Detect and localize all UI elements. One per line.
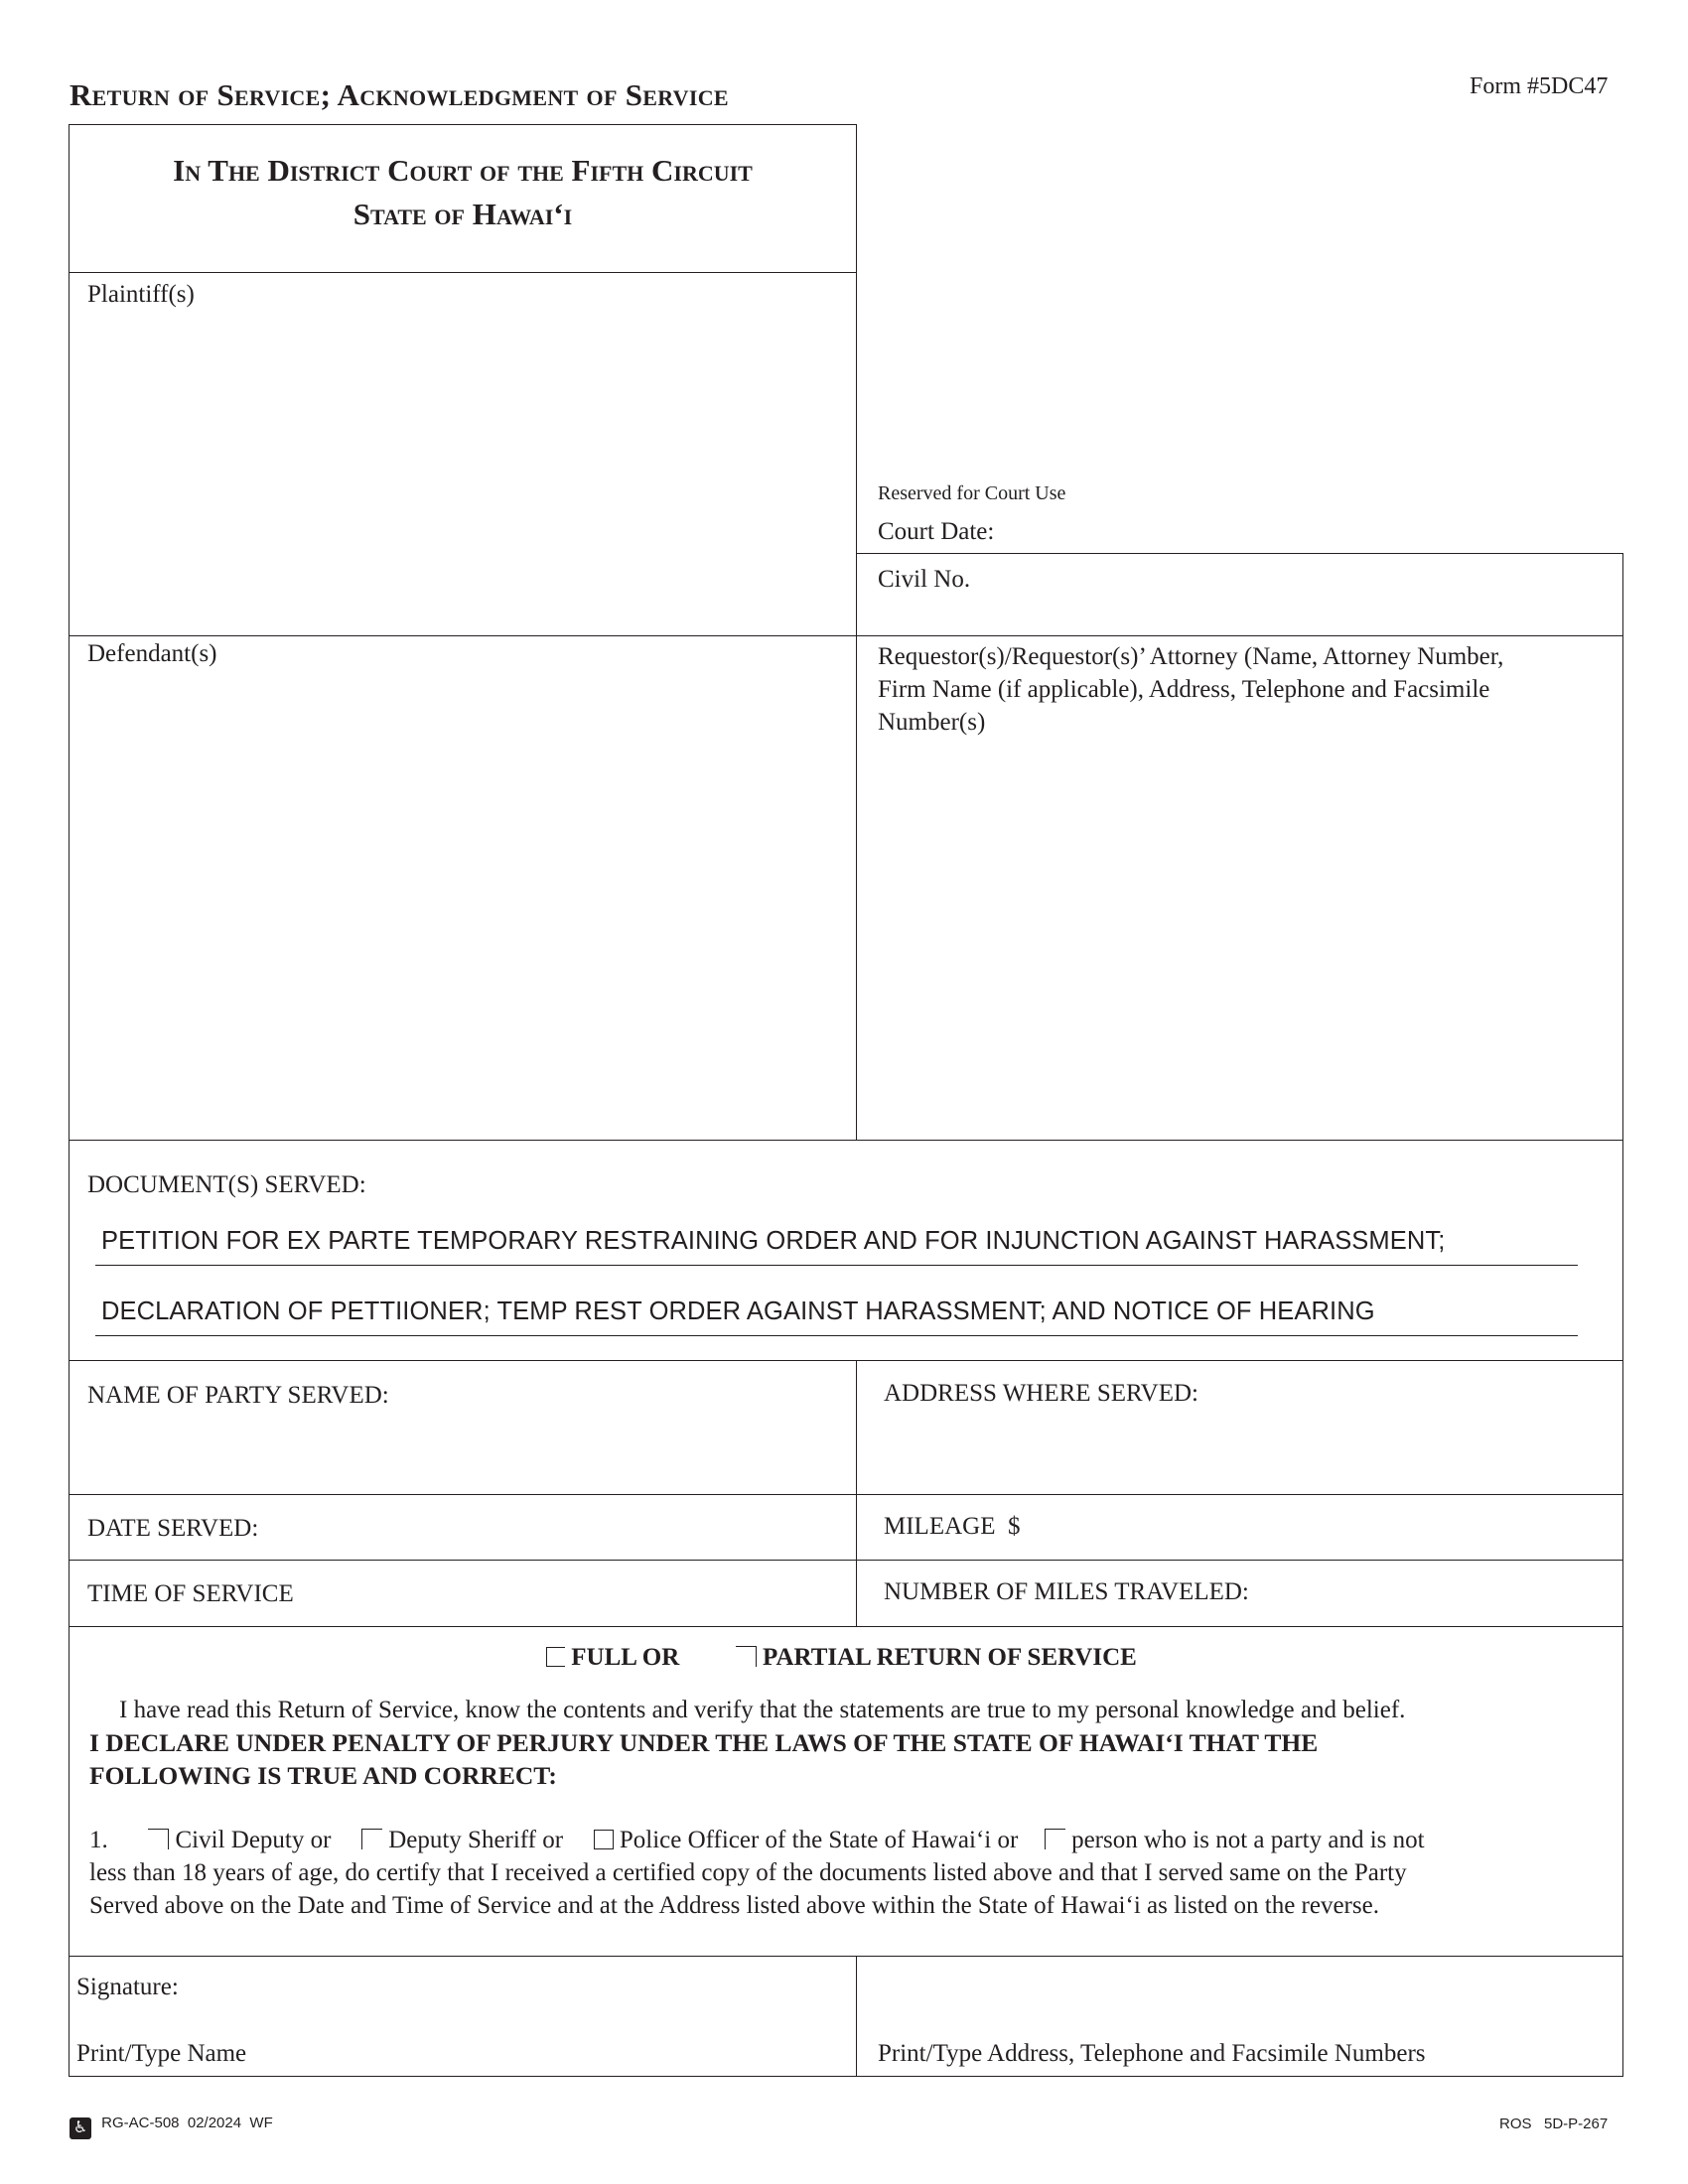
court-box-bottom [69,272,857,273]
court-line-1: In The District Court of the Fifth Circuit [173,153,753,188]
plaintiff-label: Plaintiff(s) [87,281,195,308]
middle-divider-signature [856,1956,857,2077]
right-border [1622,553,1623,2077]
party-served-label: NAME OF PARTY SERVED: [87,1382,389,1409]
civil-no-top [856,553,1623,554]
court-box-top [69,124,857,125]
form-title: Return of Service; Acknowledgment of Service [70,77,729,112]
full-return-checkbox[interactable] [546,1647,565,1667]
perjury-statement [89,1726,1318,1792]
deputy-sheriff-checkbox[interactable] [361,1829,382,1849]
certification-line-3: Served above on the Date and Time of Service and at the Address listed above within the State of Hawai‘i as listed on the reverse. [89,1892,1379,1919]
signature-row-top [69,1956,1623,1957]
declaration-intro: I have read this Return of Service, know the contents and verify that the statements are true to my personal knowledge and belief. [119,1697,1406,1723]
defendant-label: Defendant(s) [87,640,217,667]
requestor-label-line-3: Number(s) [878,709,986,736]
police-officer-checkbox[interactable] [594,1830,614,1849]
return-type-row [546,1644,1137,1672]
full-return-label: FULL OR [571,1644,680,1671]
form-number: Form #5DC47 [1470,73,1609,99]
accessibility-icon: ♿ [70,2117,91,2139]
date-served-label: DATE SERVED: [87,1515,259,1542]
certification-line-2: less than 18 years of age, do certify that I received a certified copy of the documents listed above and that I served same on the Party [89,1859,1407,1886]
deputy-sheriff-label: Deputy Sheriff or [388,1827,564,1853]
civil-no-label: Civil No. [878,566,971,593]
court-line-2: State of Hawai‘i [352,197,573,231]
civil-deputy-checkbox[interactable] [148,1829,169,1849]
documents-served-label: DOCUMENT(S) SERVED: [87,1171,366,1198]
requestor-field[interactable] [864,745,1618,1132]
plaintiff-field[interactable] [70,308,854,630]
requestor-label-line-2: Firm Name (if applicable), Address, Telephone and Facsimile [878,676,1490,703]
item-number: 1. [89,1827,108,1853]
reserved-label: Reserved for Court Use [878,482,1066,504]
requestor-label [878,640,1503,739]
civil-deputy-label: Civil Deputy or [175,1827,332,1853]
time-row-top [69,1560,1623,1561]
declaration-row-top [69,1626,1623,1627]
document-underline-2 [95,1335,1578,1336]
time-of-service-label: TIME OF SERVICE [87,1580,294,1607]
police-officer-label: Police Officer of the State of Hawai‘i or [619,1827,1019,1853]
miles-traveled-label: NUMBER OF MILES TRAVELED: [884,1578,1249,1605]
signature-label: Signature: [76,1974,179,2000]
partial-return-label: PARTIAL RETURN OF SERVICE [763,1644,1137,1671]
defendant-row-top [69,635,1623,636]
address-served-label: ADDRESS WHERE SERVED: [884,1380,1199,1407]
footer-form-code: RG-AC-508 02/2024 WF [101,2115,273,2131]
requestor-label-line-1: Requestor(s)/Requestor(s)’ Attorney (Name, Attorney Number, [878,643,1504,670]
court-date-label: Court Date: [878,518,995,545]
document-line-2[interactable]: DECLARATION OF PETTIIONER; TEMP REST ORDER AGAINST HARASSMENT; AND NOTICE OF HEARING [101,1297,1375,1325]
document-line-1[interactable]: PETITION FOR EX PARTE TEMPORARY RESTRAINING ORDER AND FOR INJUNCTION AGAINST HARASSMENT; [101,1227,1446,1255]
print-name-label: Print/Type Name [76,2040,247,2067]
footer-left [70,2115,273,2139]
footer-right: ROS 5D-P-267 [1499,2116,1609,2132]
mileage-label: MILEAGE $ [884,1513,1021,1540]
middle-divider-top [856,124,857,1140]
service-row-top [69,1360,1623,1361]
court-heading [70,149,856,236]
civil-no-field[interactable] [993,561,1609,625]
perjury-line-1: I DECLARE UNDER PENALTY OF PERJURY UNDER THE LAWS OF THE STATE OF HAWAI‘I THAT THE [89,1728,1319,1757]
non-party-person-checkbox[interactable] [1045,1829,1065,1849]
date-row-top [69,1494,1623,1495]
document-underline-1 [95,1265,1578,1266]
certification-line-1 [89,1824,1425,1856]
documents-row-top [69,1140,1623,1141]
perjury-line-2: FOLLOWING IS TRUE AND CORRECT: [89,1761,557,1790]
middle-divider-service [856,1360,857,1626]
defendant-field[interactable] [70,675,854,1132]
print-address-label: Print/Type Address, Telephone and Facsimile Numbers [878,2040,1426,2067]
form-bottom [69,2076,1623,2077]
non-party-person-label: person who is not a party and is not [1071,1827,1425,1853]
partial-return-checkbox[interactable] [736,1646,757,1667]
